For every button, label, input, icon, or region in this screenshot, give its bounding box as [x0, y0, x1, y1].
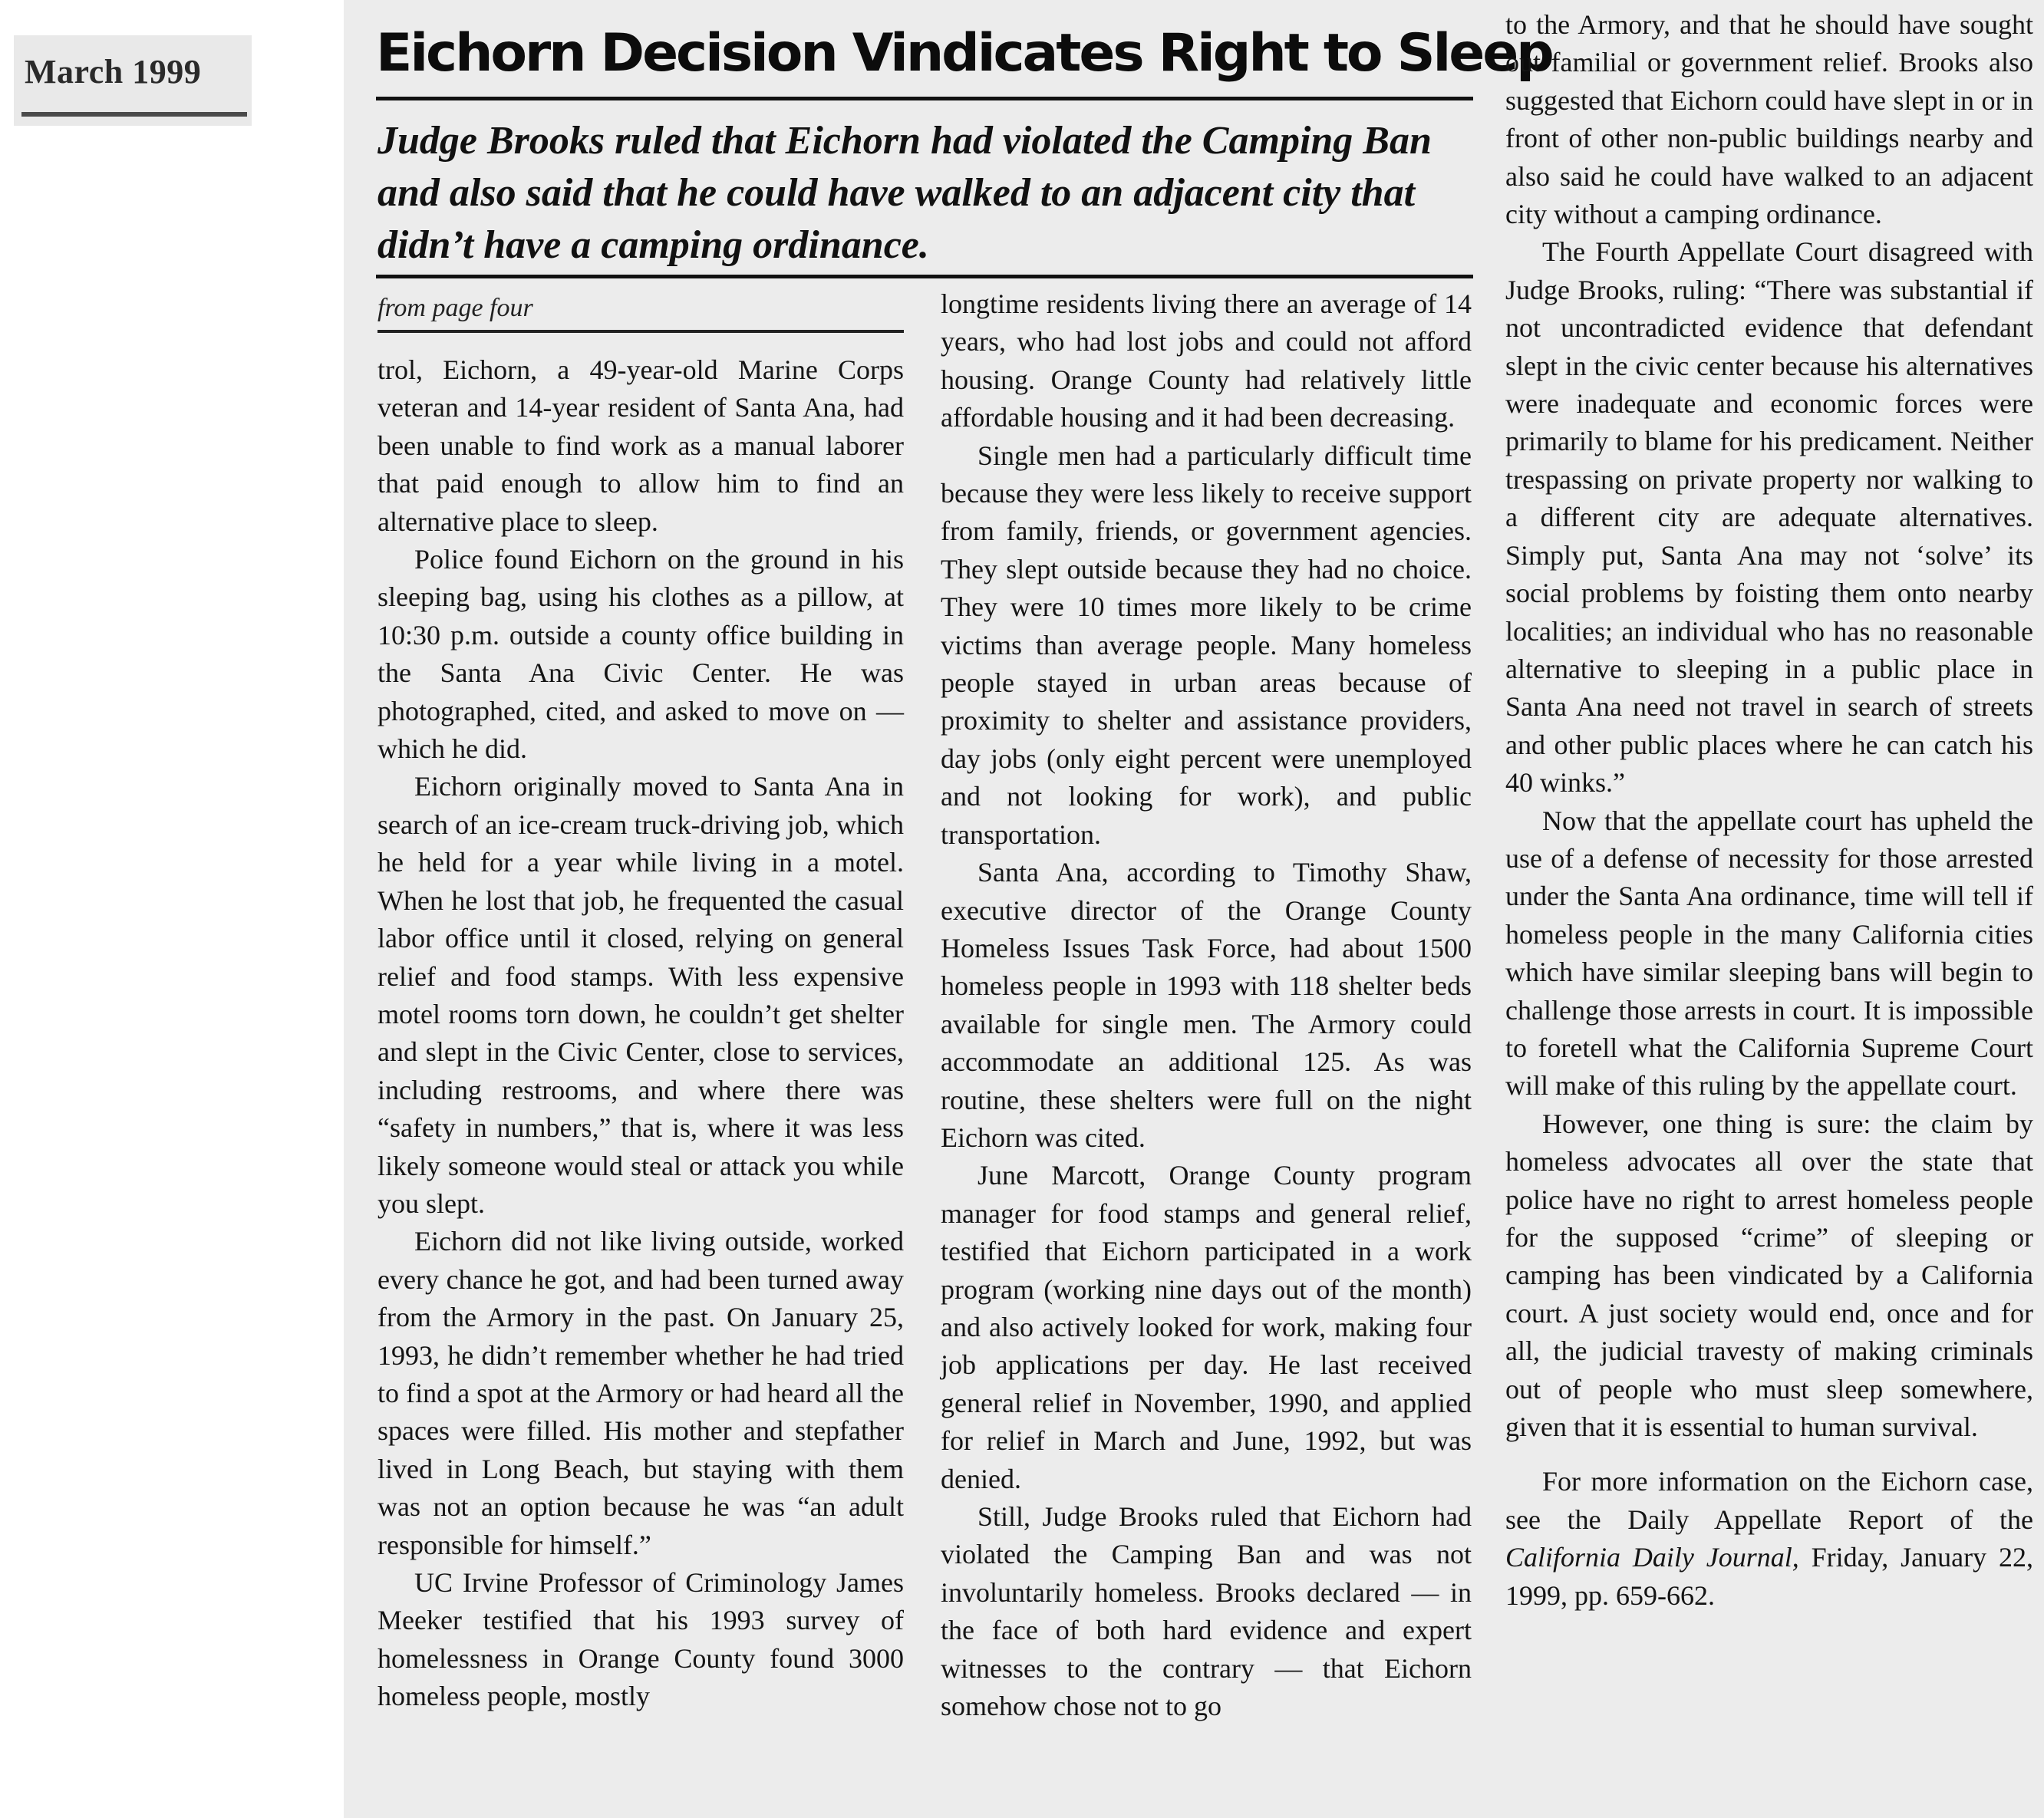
journal-name: California Daily Journal, — [1505, 1542, 1799, 1573]
paragraph: June Marcott, Orange County program manager for food stamps and general relief, testified that Eichorn participated in a work program (working nine days out of the month) and also actively looked for work, making four job applications per day. He last received general relief in November, 1990, and applied for relief in March and June, 1992, but was denied. — [941, 1160, 1472, 1494]
paragraph: Now that the appellate court has upheld the use of a defense of necessity for those arrested under the Santa Ana ordinance, time will tell if homeless people in the many California cities which have similar sleeping bans will begin to challenge those arrests in court. It is impossible to foretell what the California Supreme Court will make of this ruling by the appellate court. — [1505, 805, 2033, 1102]
article-column-3 — [1505, 6, 2033, 1615]
article-column-2 — [941, 285, 1472, 1725]
date-tag-underline — [21, 112, 247, 117]
paragraph: Eichorn did not like living outside, worked every chance he got, and had been turned away from the Armory in the past. On January 25, 1993, he didn’t remember whether he had tried to find a spot at the Armory or had heard all the spaces were filled. His mother and stepfather lived in Long Beach, but staying with them was not an option because he was “an adult responsible for himself.” — [377, 1226, 904, 1560]
paragraph: trol, Eichorn, a 49-year-old Marine Corps veteran and 14-year resident of Santa Ana, had been unable to find work as a manual laborer that paid enough to allow him to find an alternative place to sleep. — [377, 354, 904, 537]
paragraph: UC Irvine Professor of Criminology James Meeker testified that his 1993 survey of homelessness in Orange County found 3000 homeless people, mostly — [377, 1567, 904, 1712]
deck-pull-quote: Judge Brooks ruled that Eichorn had violated the Camping Ban and also said that he could have walked to an adjacent city that didn’t have a camping ordinance. — [377, 119, 1432, 267]
headline-rule — [376, 97, 1473, 100]
continuation-rule — [377, 330, 904, 333]
paragraph: However, one thing is sure: the claim by homeless advocates all over the state that police have no right to arrest homeless people for the supposed “crime” of sleeping or camping has been vindicated by a California court. A just society would end, once and for all, the judicial travesty of making criminals out of people who must sleep somewhere, given that it is essential to human survival. — [1505, 1108, 2033, 1443]
paragraph: to the Armory, and that he should have sought out familial or government relief. Brooks also suggested that Eichorn could have slept in or in front of other non-public buildings nearby and also said he could have walked to an adjacent city without a camping ordinance. — [1505, 9, 2033, 230]
paragraph: Single men had a particularly difficult time because they were less likely to receive support from family, friends, or government agencies. They slept outside because they had no choice. They were 10 times more likely to be crime victims than average people. Many homeless people stayed in urban areas because of proximity to shelter and assistance providers, day jobs (only eight percent were unemployed and not looking for work), and public transportation. — [941, 440, 1472, 850]
paragraph: Still, Judge Brooks ruled that Eichorn had violated the Camping Ban and was not involuntarily homeless. Brooks declared — in the face of both hard evidence and expert witnesses to the contrary — that Eichorn somehow chose not to go — [941, 1501, 1472, 1722]
source-note-after: Friday, January 22, 1999, pp. 659-662. — [1505, 1542, 2034, 1611]
continuation-label: from page four — [377, 294, 533, 322]
newspaper-clipping — [344, 0, 2044, 1818]
paragraph: Police found Eichorn on the ground in his sleeping bag, using his clothes as a pillow, at 10:30 p.m. outside a county office building in the Santa Ana Civic Center. He was photographed, cited, and asked to move on — which he did. — [377, 544, 904, 765]
paragraph: longtime residents living there an average of 14 years, who had lost jobs and could not afford housing. Orange County had relatively little affordable housing and it had been decreasing. — [941, 288, 1472, 433]
paragraph: Eichorn originally moved to Santa Ana in search of an ice-cream truck-driving job, which he held for a year while living in a motel. When he lost that job, he frequented the casual labor office until it closed, relying on general relief and food stamps. With less expensive motel rooms torn down, he couldn’t get shelter and slept in the Civic Center, close to services, including restrooms, and where there was “safety in numbers,” that is, where it was less likely someone would steal or attack you while you slept. — [377, 771, 904, 1219]
paragraph: The Fourth Appellate Court disagreed with Judge Brooks, ruling: “There was substantial if not uncontradicted evidence that defendant slept in the civic center because his alternatives were inadequate and economic forces were primarily to blame for his predicament. Neither trespassing on private property nor walking to a different city are adequate alternatives. Simply put, Santa Ana may not ‘solve’ its social problems by foisting them onto nearby localities; an individual who has no reasonable alternative to sleeping in a public place in Santa Ana need not travel in search of streets and other public places where he can catch his 40 winks.” — [1505, 236, 2033, 799]
source-note-before: For more information on the Eichorn case, see the Daily Appellate Report of the — [1505, 1466, 2033, 1535]
deck-rule — [376, 275, 1473, 278]
date-tag-text: March 1999 — [25, 53, 202, 91]
source-note — [1505, 1463, 2033, 1615]
paragraph: Santa Ana, according to Timothy Shaw, executive director of the Orange County Homeless Issues Task Force, had about 1500 homeless people in 1993 with 118 shelter beds available for single men. The Armory could accommodate an additional 125. As was routine, these shelters were full on the night Eichorn was cited. — [941, 857, 1472, 1153]
date-tag — [14, 35, 252, 126]
article-column-1 — [377, 351, 904, 1716]
headline: Eichorn Decision Vindicates Right to Sleep — [376, 23, 1552, 84]
